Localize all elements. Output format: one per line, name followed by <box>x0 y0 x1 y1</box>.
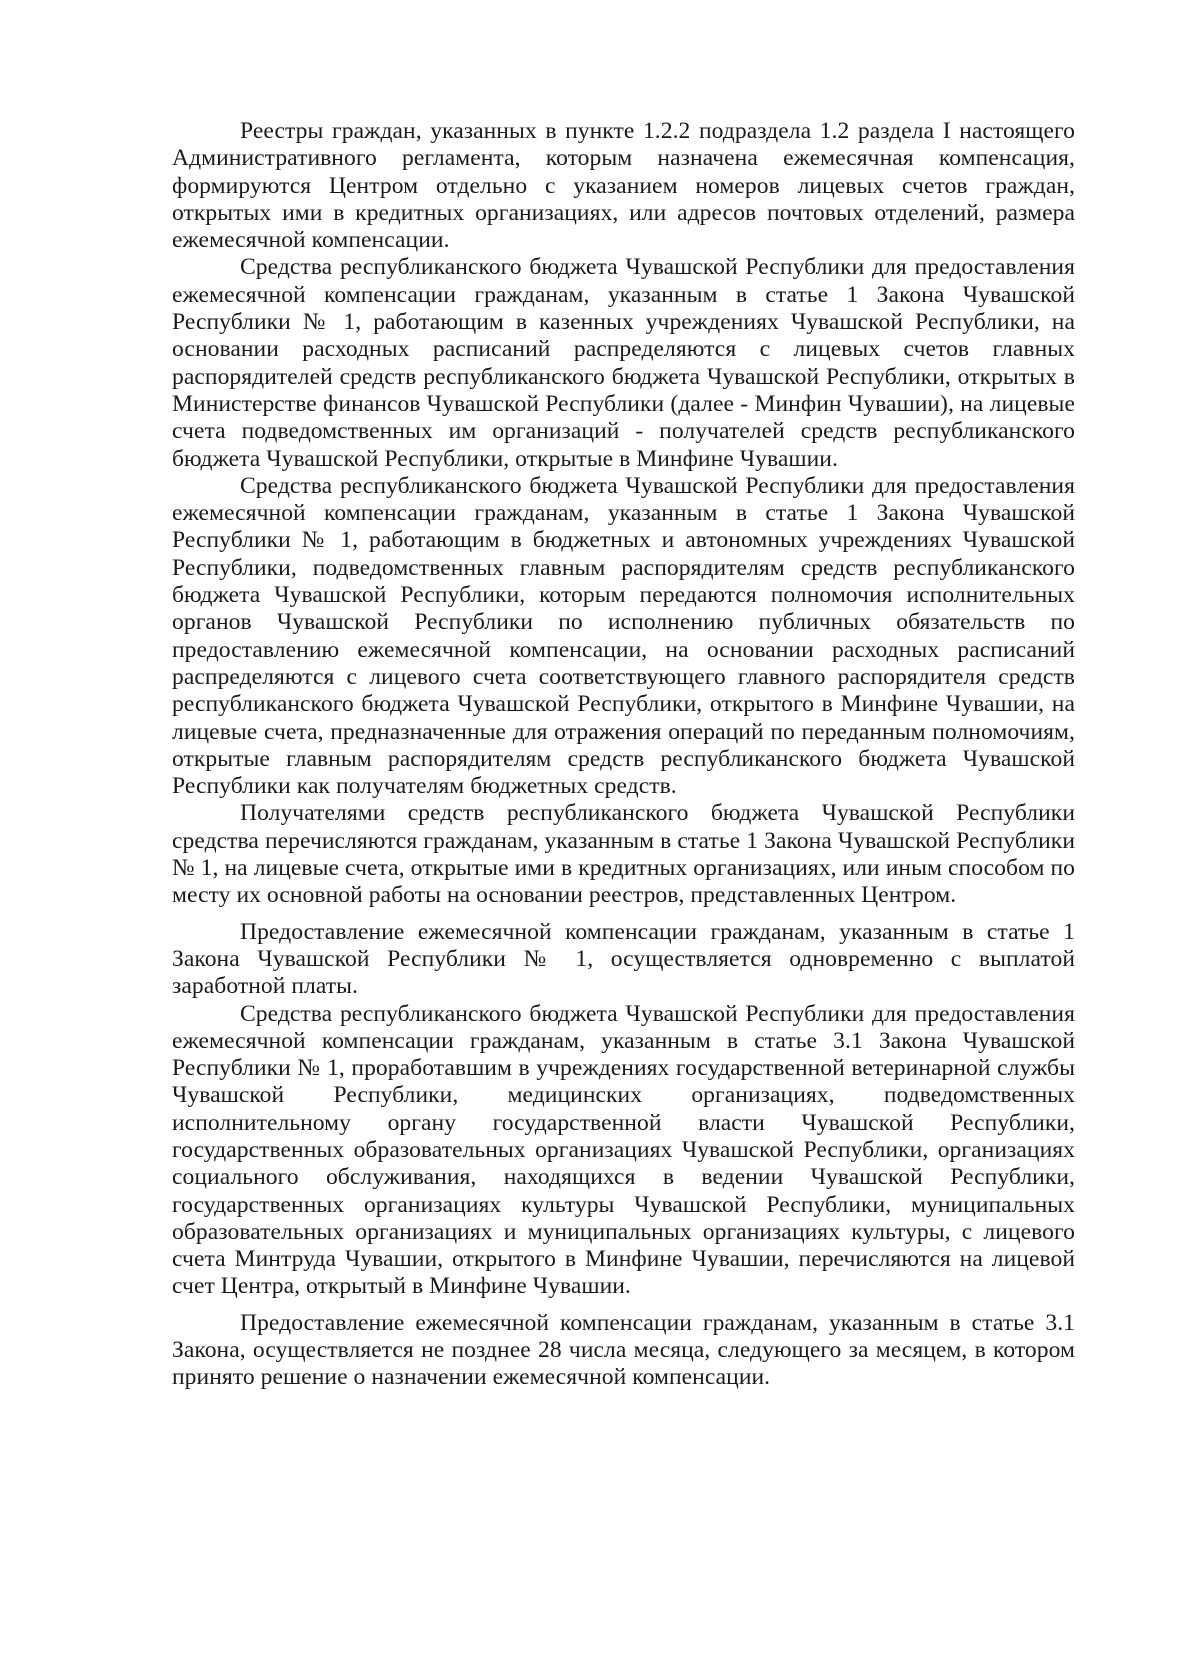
paragraph-payment-timing-salary: Предоставление ежемесячной компенсации гражданам, указанным в статье 1 Закона Чувашской Республики № 1, осуществляется одновременно с выплатой заработной платы. <box>172 918 1075 1000</box>
paragraph-article-3-1-funding: Средства республиканского бюджета Чувашской Республики для предоставления ежемесячной компенсации гражданам, указанным в статье 3.1 Закона Чувашской Республики № 1, проработавшим в учреждениях государственной ветеринарной службы Чувашской Республики, медицинских организациях, подведомственных исполнительному органу государственной власти Чувашской Республики, государственных образовательных организациях Чувашской Республики, организациях социального обслуживания, находящихся в ведении Чувашской Республики, государственных организациях культуры Чувашской Республики, муниципальных образовательных организациях и муниципальных организациях культуры, с лицевого счета Минтруда Чувашии, открытого в Минфине Чувашии, перечисляются на лицевой счет Центра, открытый в Минфине Чувашии. <box>172 1000 1075 1300</box>
paragraph-state-institutions-funding: Средства республиканского бюджета Чувашской Республики для предоставления ежемесячной компенсации гражданам, указанным в статье 1 Закона Чувашской Республики № 1, работающим в казенных учреждениях Чувашской Республики, на основании расходных расписаний распределяются с лицевых счетов главных распорядителей средств республиканского бюджета Чувашской Республики, открытых в Министерстве финансов Чувашской Республики (далее - Минфин Чувашии), на лицевые счета подведомственных им организаций - получателей средств республиканского бюджета Чувашской Республики, открытые в Минфине Чувашии. <box>172 254 1075 472</box>
paragraph-recipients-transfer: Получателями средств республиканского бюджета Чувашской Республики средства перечисляются гражданам, указанным в статье 1 Закона Чувашской Республики № 1, на лицевые счета, открытые ими в кредитных организациях, или иным способом по месту их основной работы на основании реестров, представленных Центром. <box>172 800 1075 909</box>
paragraph-budget-autonomous-funding: Средства республиканского бюджета Чувашской Республики для предоставления ежемесячной компенсации гражданам, указанным в статье 1 Закона Чувашской Республики № 1, работающим в бюджетных и автономных учреждениях Чувашской Республики, подведомственных главным распорядителям средств республиканского бюджета Чувашской Республики, которым передаются полномочия исполнительных органов Чувашской Республики по исполнению публичных обязательств по предоставлению ежемесячной компенсации, на основании расходных расписаний распределяются с лицевого счета соответствующего главного распорядителя средств республиканского бюджета Чувашской Республики, открытого в Минфине Чувашии, на лицевые счета, предназначенные для отражения операций по переданным полномочиям, открытые главным распорядителям средств республиканского бюджета Чувашской Республики как получателям бюджетных средств. <box>172 472 1075 800</box>
paragraph-registries: Реестры граждан, указанных в пункте 1.2.2 подраздела 1.2 раздела I настоящего Административного регламента, которым назначена ежемесячная компенсация, формируются Центром отдельно с указанием номеров лицевых счетов граждан, открытых ими в кредитных организациях, или адресов почтовых отделений, размера ежемесячной компенсации. <box>172 118 1075 254</box>
paragraph-payment-deadline: Предоставление ежемесячной компенсации гражданам, указанным в статье 3.1 Закона, осуществляется не позднее 28 числа месяца, следующего за месяцем, в котором принято решение о назначении ежемесячной компенсации. <box>172 1309 1075 1391</box>
document-body <box>172 118 1075 1392</box>
